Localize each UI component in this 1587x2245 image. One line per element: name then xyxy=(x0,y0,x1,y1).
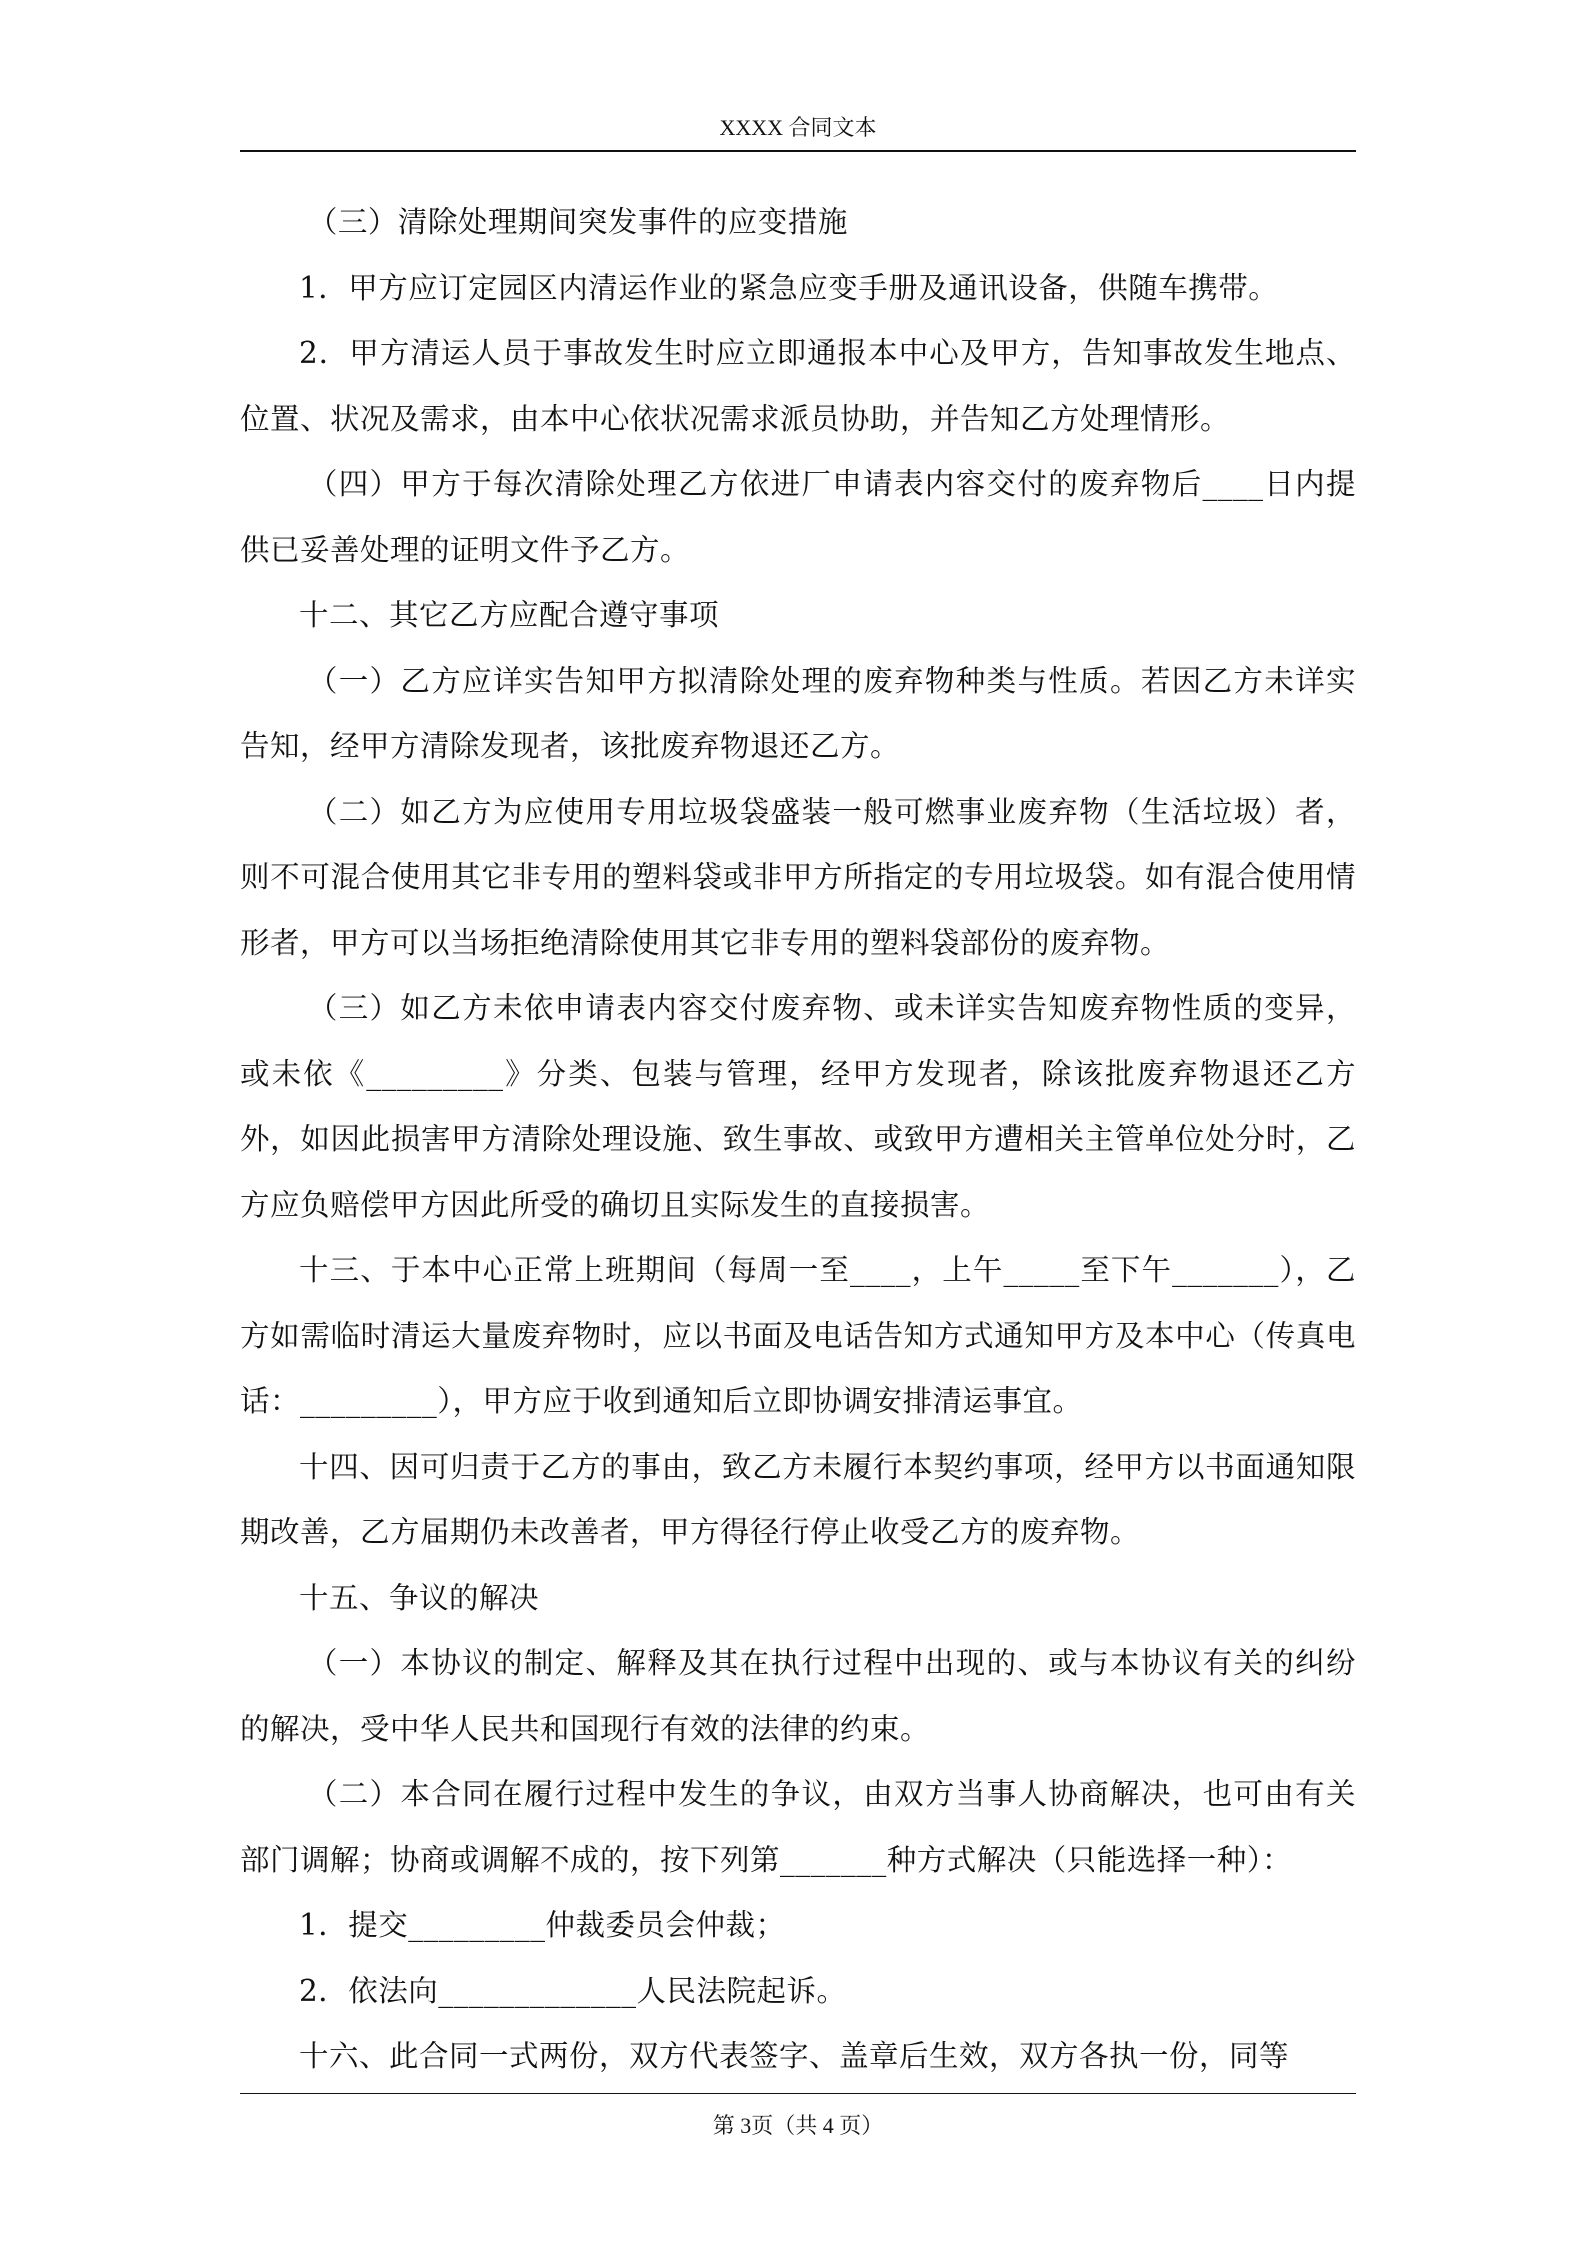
clause-paragraph: 2．甲方清运人员于事故发生时应立即通报本中心及甲方，告知事故发生地点、位置、状况及需求，由本中心依状况需求派员协助，并告知乙方处理情形。 xyxy=(240,336,1356,436)
document-body xyxy=(240,190,1356,2090)
section-paragraph: 十四、因可归责于乙方的事由，致乙方未履行本契约事项，经甲方以书面通知限期改善，乙方届期仍未改善者，甲方得径行停止收受乙方的废弃物。 xyxy=(240,1449,1356,1549)
clause-paragraph: （二）本合同在履行过程中发生的争议，由双方当事人协商解决，也可由有关部门调解；协商或调解不成的，按下列第_______种方式解决（只能选择一种）： xyxy=(240,1777,1356,1877)
section-heading: 十二、其它乙方应配合遵守事项 xyxy=(299,598,720,632)
clause-paragraph: （三）清除处理期间突发事件的应变措施 xyxy=(307,205,848,239)
clause-paragraph: （一）乙方应详实告知甲方拟清除处理的废弃物种类与性质。若因乙方未详实告知，经甲方清除发现者，该批废弃物退还乙方。 xyxy=(240,663,1356,763)
clause-paragraph: （三）如乙方未依申请表内容交付废弃物、或未详实告知废弃物性质的变异，或未依《_________》分类、包装与管理，经甲方发现者，除该批废弃物退还乙方外，如因此损害甲方清除处理设施、致生事故、或致甲方遭相关主管单位处分时，乙方应负赔偿甲方因此所受的确切且实际发生的直接损害。 xyxy=(240,991,1356,1222)
section-heading: 十五、争议的解决 xyxy=(299,1580,540,1615)
clause-paragraph: 1．甲方应订定园区内清运作业的紧急应变手册及通讯设备，供随车携带。 xyxy=(299,270,1279,305)
footer-divider xyxy=(240,2093,1356,2094)
clause-paragraph: （一）本协议的制定、解释及其在执行过程中出现的、或与本协议有关的纠纷的解决，受中华人民共和国现行有效的法律的约束。 xyxy=(240,1646,1356,1746)
section-paragraph: 十三、于本中心正常上班期间（每周一至____，上午_____至下午_______），乙方如需临时清运大量废弃物时，应以书面及电话告知方式通知甲方及本中心（传真电话：_________），甲方应于收到通知后立即协调安排清运事宜。 xyxy=(240,1253,1356,1418)
page-number: 第 3页（共 4 页） xyxy=(712,2113,884,2138)
option-item: 1．提交_________仲裁委员会仲裁； xyxy=(299,1908,786,1942)
option-item: 2．依法向_____________人民法院起诉。 xyxy=(299,1973,847,2008)
clause-paragraph: （二）如乙方为应使用专用垃圾袋盛装一般可燃事业废弃物（生活垃圾）者，则不可混合使用其它非专用的塑料袋或非甲方所指定的专用垃圾袋。如有混合使用情形者，甲方可以当场拒绝清除使用其它非专用的塑料袋部份的废弃物。 xyxy=(240,794,1356,960)
section-paragraph: 十六、此合同一式两份，双方代表签字、盖章后生效，双方各执一份，同等 xyxy=(299,2039,1290,2073)
page-header-title: XXXX 合同文本 xyxy=(240,110,1356,152)
clause-paragraph: （四）甲方于每次清除处理乙方依进厂申请表内容交付的废弃物后____日内提供已妥善处理的证明文件予乙方。 xyxy=(240,467,1356,567)
